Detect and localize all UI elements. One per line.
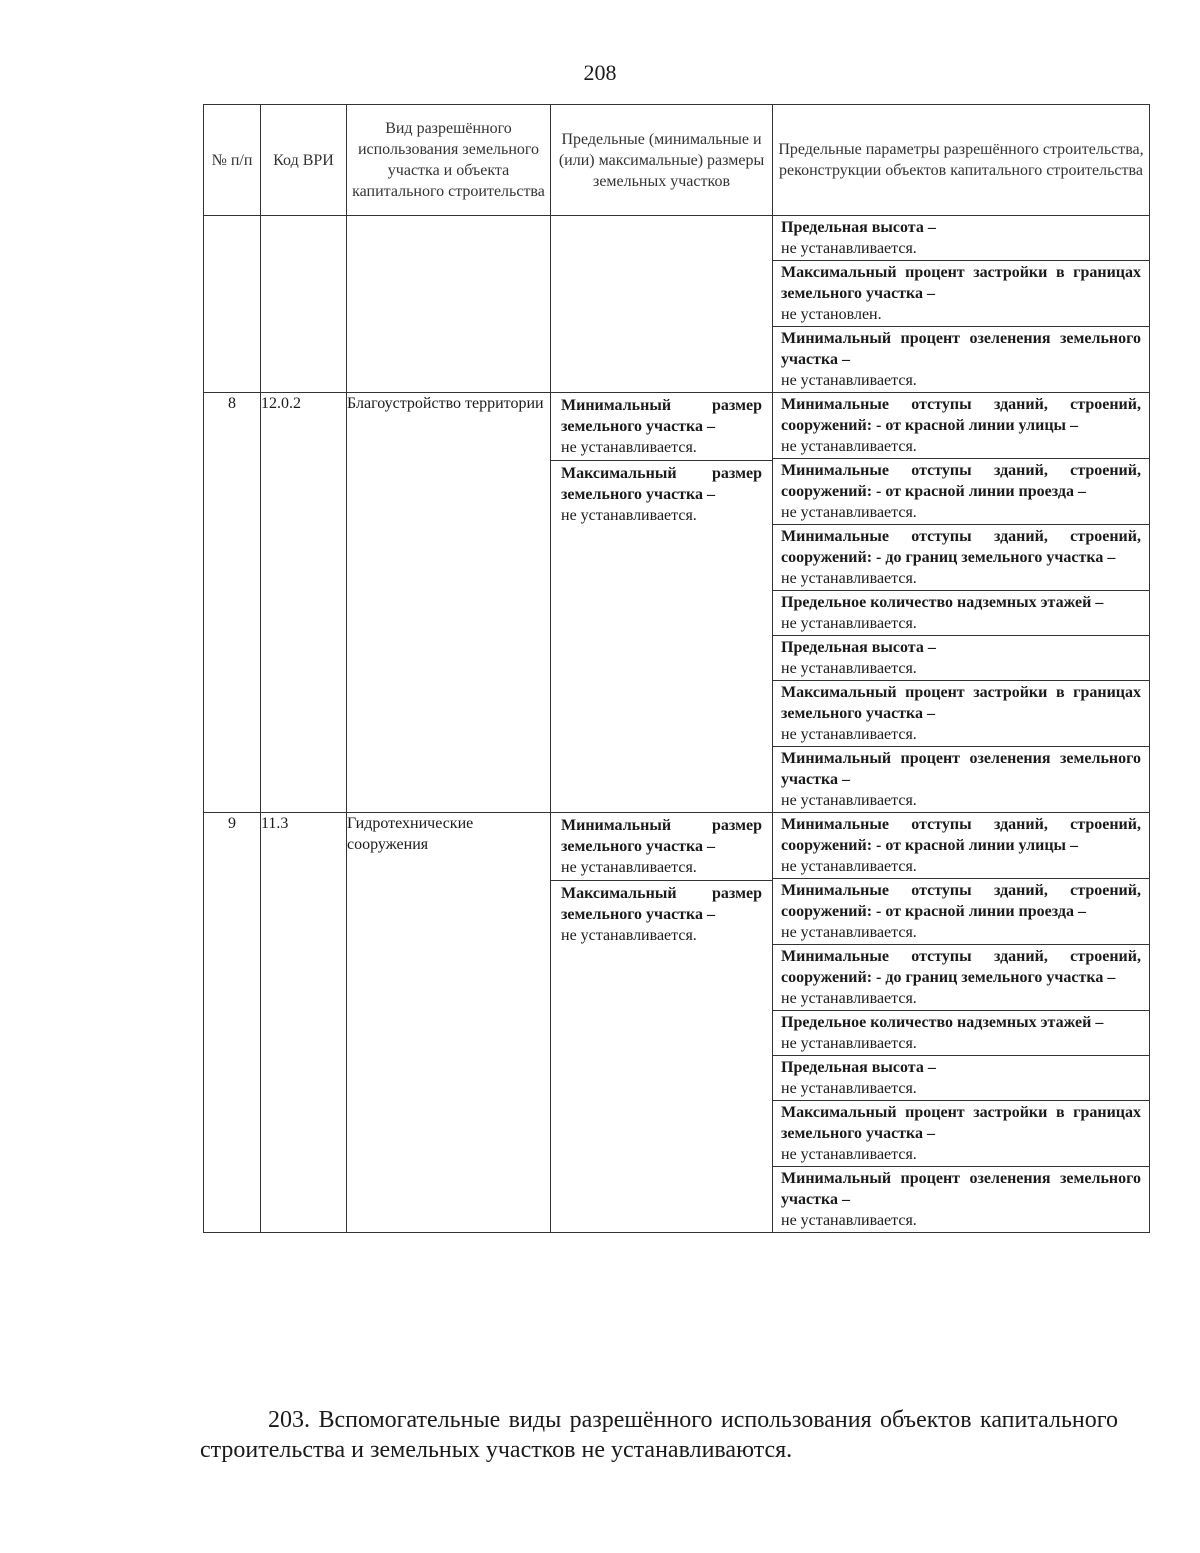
param-item-value: не установлен. xyxy=(781,306,882,323)
size-item-label: Минимальный размер земельного участка – xyxy=(561,817,762,855)
land-use-table xyxy=(203,104,1150,1233)
cell-vid: Гидротехнические сооружения xyxy=(347,813,551,1233)
header-num: № п/п xyxy=(204,105,261,216)
cell-code: 11.3 xyxy=(261,813,347,1233)
param-item-label: Минимальные отступы зданий, строений, сооружений: - от красной линии проезда – xyxy=(781,882,1141,920)
table-row xyxy=(204,813,1150,1233)
param-item-value: не устанавливается. xyxy=(781,372,917,389)
param-item xyxy=(773,393,1149,459)
param-item-label: Минимальные отступы зданий, строений, сооружений: - до границ земельного участка – xyxy=(781,948,1141,986)
param-item-label: Максимальный процент застройки в границах земельного участка – xyxy=(781,264,1141,302)
param-item xyxy=(773,1011,1149,1056)
footer-text: 203. Вспомогательные виды разрешённого использования объектов капитального строительства и земельных участков не устанавливаются. xyxy=(200,1407,1118,1463)
param-item-label: Минимальный процент озеленения земельного участка – xyxy=(781,330,1141,368)
size-item-value: не устанавливается. xyxy=(561,927,697,944)
param-item xyxy=(773,879,1149,945)
cell-num: 9 xyxy=(204,813,261,1233)
param-item-label: Предельная высота – xyxy=(781,639,936,656)
param-item xyxy=(773,1101,1149,1167)
cell-sizes-empty xyxy=(551,216,773,393)
param-item xyxy=(773,813,1149,879)
param-item-label: Минимальные отступы зданий, строений, сооружений: - от красной линии улицы – xyxy=(781,816,1141,854)
cell-code-empty xyxy=(261,216,347,393)
param-item-label: Предельное количество надземных этажей – xyxy=(781,1014,1104,1031)
param-item xyxy=(773,1167,1149,1232)
size-item xyxy=(551,813,772,881)
param-item-value: не устанавливается. xyxy=(781,615,917,632)
param-item-label: Минимальные отступы зданий, строений, сооружений: - от красной линии улицы – xyxy=(781,396,1141,434)
param-item-value: не устанавливается. xyxy=(781,792,917,809)
param-item-value: не устанавливается. xyxy=(781,1080,917,1097)
param-item xyxy=(773,591,1149,636)
param-item-value: не устанавливается. xyxy=(781,1035,917,1052)
param-item-label: Минимальные отступы зданий, строений, сооружений: - от красной линии проезда – xyxy=(781,462,1141,500)
param-item xyxy=(773,525,1149,591)
param-item-value: не устанавливается. xyxy=(781,858,917,875)
size-item-label: Максимальный размер земельного участка – xyxy=(561,465,762,503)
cell-code: 12.0.2 xyxy=(261,393,347,813)
cell-sizes xyxy=(551,813,773,1233)
param-item xyxy=(773,636,1149,681)
size-item-value: не устанавливается. xyxy=(561,439,697,456)
param-item xyxy=(773,459,1149,525)
param-item xyxy=(773,1056,1149,1101)
header-vid: Вид разрешённого использования земельного участка и объекта капитального строительства xyxy=(347,105,551,216)
cell-sizes xyxy=(551,393,773,813)
cell-num-empty xyxy=(204,216,261,393)
param-item xyxy=(773,327,1149,392)
param-item-value: не устанавливается. xyxy=(781,726,917,743)
param-item-value: не устанавливается. xyxy=(781,660,917,677)
size-item-value: не устанавливается. xyxy=(561,859,697,876)
header-params: Предельные параметры разрешённого строительства, реконструкции объектов капитального строительства xyxy=(773,105,1150,216)
footer-paragraph xyxy=(200,1405,1118,1465)
param-item-value: не устанавливается. xyxy=(781,570,917,587)
param-item xyxy=(773,945,1149,1011)
table-header-row xyxy=(204,105,1150,216)
page-number: 208 xyxy=(583,60,617,85)
param-item-label: Минимальный процент озеленения земельного участка – xyxy=(781,750,1141,788)
size-item xyxy=(551,393,772,461)
param-item-value: не устанавливается. xyxy=(781,240,917,257)
size-item xyxy=(551,461,772,528)
param-item-label: Максимальный процент застройки в границах земельного участка – xyxy=(781,684,1141,722)
param-item-label: Предельная высота – xyxy=(781,1059,936,1076)
header-sizes: Предельные (минимальные и (или) максимальные) размеры земельных участков xyxy=(551,105,773,216)
size-item xyxy=(551,881,772,948)
param-item xyxy=(773,261,1149,327)
table-row-continuation xyxy=(204,216,1150,393)
cell-params xyxy=(773,393,1150,813)
param-item-value: не устанавливается. xyxy=(781,438,917,455)
param-item-value: не устанавливается. xyxy=(781,1212,917,1229)
cell-params xyxy=(773,216,1150,393)
cell-num: 8 xyxy=(204,393,261,813)
param-item-value: не устанавливается. xyxy=(781,990,917,1007)
cell-vid-empty xyxy=(347,216,551,393)
param-item xyxy=(773,681,1149,747)
param-item-label: Максимальный процент застройки в границах земельного участка – xyxy=(781,1104,1141,1142)
param-item xyxy=(773,747,1149,812)
param-item-label: Предельная высота – xyxy=(781,219,936,236)
param-item-label: Минимальный процент озеленения земельного участка – xyxy=(781,1170,1141,1208)
cell-params xyxy=(773,813,1150,1233)
param-item-value: не устанавливается. xyxy=(781,924,917,941)
size-item-label: Максимальный размер земельного участка – xyxy=(561,885,762,923)
param-item-value: не устанавливается. xyxy=(781,504,917,521)
param-item-label: Минимальные отступы зданий, строений, сооружений: - до границ земельного участка – xyxy=(781,528,1141,566)
size-item-label: Минимальный размер земельного участка – xyxy=(561,397,762,435)
size-item-value: не устанавливается. xyxy=(561,507,697,524)
header-code: Код ВРИ xyxy=(261,105,347,216)
param-item-value: не устанавливается. xyxy=(781,1146,917,1163)
table-row xyxy=(204,393,1150,813)
cell-vid: Благоустройство территории xyxy=(347,393,551,813)
param-item-label: Предельное количество надземных этажей – xyxy=(781,594,1104,611)
param-item xyxy=(773,216,1149,261)
